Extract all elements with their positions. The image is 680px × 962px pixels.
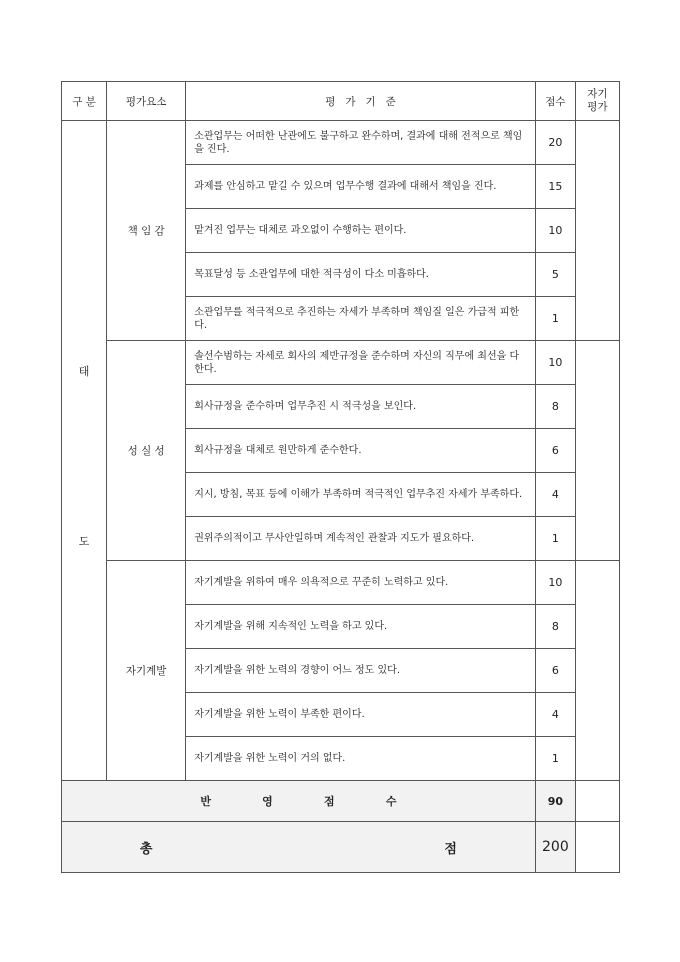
criteria-cell: 자기계발을 위한 노력이 부족한 편이다. bbox=[186, 693, 536, 737]
total-label-char: 총 bbox=[139, 841, 153, 857]
reflected-label-char: 영 bbox=[262, 795, 273, 808]
header-score: 점수 bbox=[535, 82, 575, 121]
criteria-cell: 자기계발을 위한 노력의 경향이 어느 정도 있다. bbox=[186, 649, 536, 693]
score-cell: 1 bbox=[535, 517, 575, 561]
criteria-cell: 자기계발을 위하여 매우 의욕적으로 꾸준히 노력하고 있다. bbox=[186, 561, 536, 605]
criteria-cell: 소관업무는 어떠한 난관에도 불구하고 완수하며, 결과에 대해 전적으로 책임을 진다. bbox=[186, 121, 536, 165]
criteria-cell: 회사규정을 대체로 원만하게 준수한다. bbox=[186, 429, 536, 473]
score-cell: 10 bbox=[535, 341, 575, 385]
total-score-value: 200 bbox=[535, 822, 575, 873]
reflected-score-row bbox=[62, 781, 620, 822]
score-cell: 6 bbox=[535, 649, 575, 693]
criteria-cell: 회사규정을 준수하며 업무추진 시 적극성을 보인다. bbox=[186, 385, 536, 429]
total-label-char: 점 bbox=[444, 841, 457, 857]
score-cell: 8 bbox=[535, 605, 575, 649]
reflected-self-eval[interactable] bbox=[575, 781, 619, 822]
score-cell: 20 bbox=[535, 121, 575, 165]
criteria-cell: 자기계발을 위해 지속적인 노력을 하고 있다. bbox=[186, 605, 536, 649]
total-self-eval[interactable] bbox=[575, 822, 619, 873]
self-eval-self-development[interactable] bbox=[575, 561, 619, 781]
criteria-cell: 과제를 안심하고 맡길 수 있으며 업무수행 결과에 대해서 책임을 진다. bbox=[186, 165, 536, 209]
criteria-cell: 자기계발을 위한 노력이 거의 없다. bbox=[186, 737, 536, 781]
score-cell: 5 bbox=[535, 253, 575, 297]
factor-sincerity: 성 실 성 bbox=[107, 341, 186, 561]
division-label-2: 도 bbox=[78, 535, 90, 548]
criteria-cell: 목표달성 등 소관업무에 대한 적극성이 다소 미흡하다. bbox=[186, 253, 536, 297]
factor-responsibility: 책 임 감 bbox=[107, 121, 186, 341]
total-score-row bbox=[62, 822, 620, 873]
self-eval-responsibility[interactable] bbox=[575, 121, 619, 341]
criteria-cell: 지시, 방침, 목표 등에 이해가 부족하며 적극적인 업무추진 자세가 부족하다. bbox=[186, 473, 536, 517]
division-label-1: 태 bbox=[78, 365, 90, 378]
criteria-cell: 솔선수범하는 자세로 회사의 제반규정을 준수하며 자신의 직무에 최선을 다한다. bbox=[186, 341, 536, 385]
score-cell: 4 bbox=[535, 693, 575, 737]
header-division: 구 분 bbox=[62, 82, 107, 121]
score-cell: 1 bbox=[535, 737, 575, 781]
score-cell: 6 bbox=[535, 429, 575, 473]
header-self-eval: 자기 평가 bbox=[575, 82, 619, 121]
header-factor: 평가요소 bbox=[107, 82, 186, 121]
self-eval-sincerity[interactable] bbox=[575, 341, 619, 561]
division-cell bbox=[62, 121, 107, 781]
factor-self-development: 자기계발 bbox=[107, 561, 186, 781]
score-cell: 4 bbox=[535, 473, 575, 517]
table-row bbox=[62, 341, 620, 385]
criteria-cell: 소관업무를 적극적으로 추진하는 자세가 부족하며 책임질 일은 가급적 피한다. bbox=[186, 297, 536, 341]
total-score-label bbox=[62, 822, 536, 873]
criteria-cell: 권위주의적이고 무사안일하며 계속적인 관찰과 지도가 필요하다. bbox=[186, 517, 536, 561]
score-cell: 1 bbox=[535, 297, 575, 341]
table-row bbox=[62, 121, 620, 165]
criteria-cell: 맡겨진 업무는 대체로 과오없이 수행하는 편이다. bbox=[186, 209, 536, 253]
score-cell: 8 bbox=[535, 385, 575, 429]
evaluation-table bbox=[61, 81, 620, 873]
header-row bbox=[62, 82, 620, 121]
score-cell: 10 bbox=[535, 209, 575, 253]
reflected-score-label bbox=[62, 781, 536, 822]
score-cell: 15 bbox=[535, 165, 575, 209]
reflected-label-char: 점 bbox=[324, 795, 335, 808]
reflected-label-char: 수 bbox=[385, 795, 397, 808]
reflected-label-char: 반 bbox=[200, 795, 211, 808]
reflected-score-value: 90 bbox=[535, 781, 575, 822]
table-row bbox=[62, 561, 620, 605]
score-cell: 10 bbox=[535, 561, 575, 605]
header-criteria: 평 가 기 준 bbox=[186, 82, 536, 121]
